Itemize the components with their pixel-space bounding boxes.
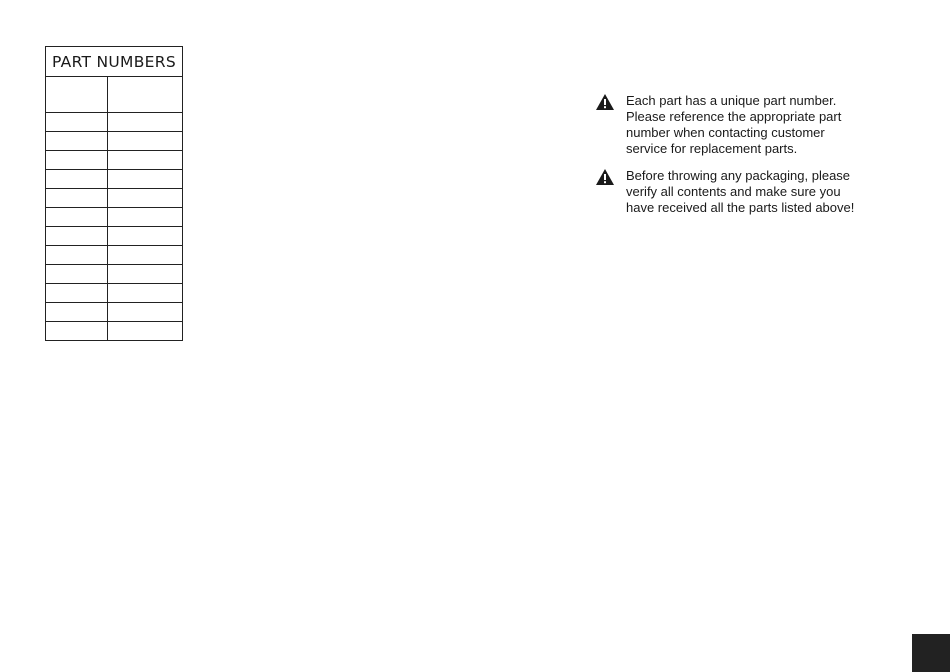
table-cell: [46, 113, 108, 132]
table-row: [46, 208, 183, 227]
notice-part-number: [595, 93, 885, 157]
part-rows: [46, 113, 183, 341]
table-cell: [108, 132, 183, 151]
table-cell: [108, 246, 183, 265]
table-cell: [108, 284, 183, 303]
table-row: [46, 284, 183, 303]
notice-line: verify all contents and make sure you: [626, 184, 841, 199]
notice-text: [626, 93, 885, 157]
page-tab: [912, 634, 950, 672]
notice-line: Each part has a unique part number.: [626, 93, 837, 108]
table-row: [46, 132, 183, 151]
table-cell: [46, 284, 108, 303]
table-row: [46, 227, 183, 246]
table-cell: [46, 151, 108, 170]
notice-line: have received all the parts listed above!: [626, 200, 855, 215]
table-row: [46, 322, 183, 341]
notice-line: number when contacting customer: [626, 125, 825, 140]
table-cell: [46, 170, 108, 189]
table-cell: [46, 322, 108, 341]
table-row: [46, 189, 183, 208]
table-cell: [46, 265, 108, 284]
notice-line: Please reference the appropriate part: [626, 109, 842, 124]
table-cell: [108, 265, 183, 284]
table-cell: [108, 151, 183, 170]
table-cell: [46, 303, 108, 322]
part-numbers-title: PART NUMBERS: [46, 47, 183, 77]
table-header-row: [46, 77, 183, 113]
notice-line: Before throwing any packaging, please: [626, 168, 851, 183]
warning-icon: [595, 93, 615, 111]
table-cell: [46, 227, 108, 246]
table-cell: [108, 303, 183, 322]
table-row: [46, 151, 183, 170]
notice-packaging: [595, 168, 885, 216]
table-cell: [46, 77, 108, 113]
notice-line: service for replacement parts.: [626, 141, 798, 156]
table-cell: [108, 113, 183, 132]
table-row: [46, 303, 183, 322]
table-row: [46, 246, 183, 265]
table-row: [46, 265, 183, 284]
table-row: [46, 170, 183, 189]
table-cell: [46, 208, 108, 227]
table-cell: [108, 189, 183, 208]
table-cell: [108, 227, 183, 246]
notice-text: [626, 168, 885, 216]
table-row: [46, 113, 183, 132]
part-numbers-table: [45, 46, 183, 341]
warning-icon: [595, 168, 615, 186]
table-cell: [108, 208, 183, 227]
table-cell: [108, 77, 183, 113]
table-cell: [108, 322, 183, 341]
table-cell: [46, 189, 108, 208]
table-cell: [46, 246, 108, 265]
table-cell: [108, 170, 183, 189]
table-cell: [46, 132, 108, 151]
